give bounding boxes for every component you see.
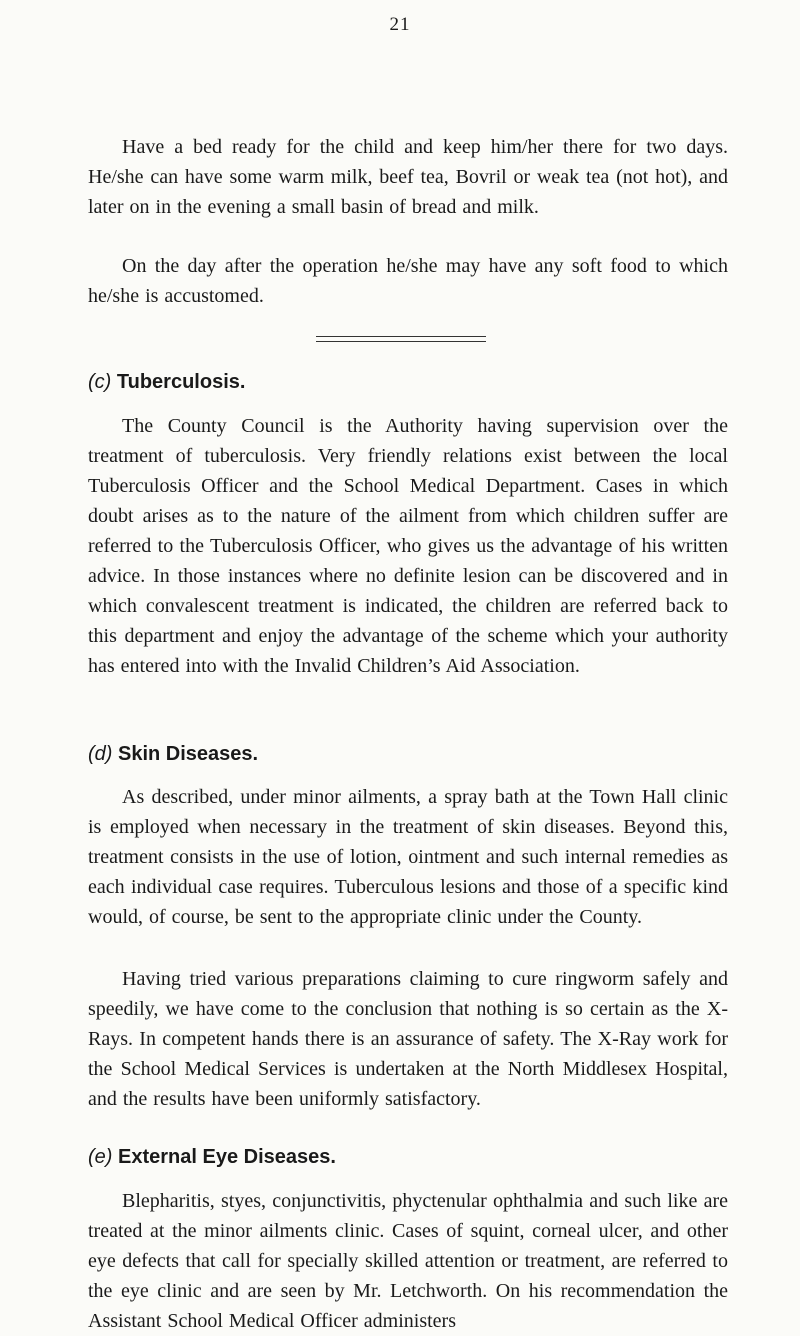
page-number: 21 (389, 14, 411, 35)
section-divider (316, 336, 486, 342)
intro-paragraph-1: Have a bed ready for the child and keep him/her there for two days. He/she can have some warm milk, beef tea, Bovril or weak tea (not hot), and later on in the evening a small basin of bread and milk. (88, 136, 728, 218)
section-letter: (c) (88, 371, 112, 393)
section-heading-tuberculosis (88, 368, 245, 396)
tuberculosis-paragraph: The County Council is the Authority having supervision over the treatment of tuberculosis. Very friendly relations exist between the local Tuberculosis Officer and the School Medical Department. Cases in which doubt arises as to the nature of the ailment from which children suffer are referred to the Tuberculosis Officer, who gives us the advantage of his written advice. In those instances where no definite lesion can be discovered and in which convalescent treatment is indicated, the children are referred back to this department and enjoy the advantage of the scheme which your authority has entered into with the Invalid Children’s Aid Association. (88, 415, 728, 677)
section-title: Tuberculosis. (116, 371, 246, 393)
section-title: External Eye Diseases. (118, 1146, 336, 1168)
section-letter: (d) (88, 743, 113, 765)
intro-paragraph-2: On the day after the operation he/she may have any soft food to which he/she is accustomed. (88, 255, 728, 307)
section-heading-external-eye-diseases (88, 1143, 336, 1171)
section-title: Skin Diseases. (118, 743, 259, 765)
skin-diseases-paragraph-1: As described, under minor ailments, a spray bath at the Town Hall clinic is employed when necessary in the treatment of skin diseases. Beyond this, treatment consists in the use of lotion, ointment and such internal remedies as each individual case requires. Tuberculous lesions and those of a specific kind would, of course, be sent to the appropriate clinic under the County. (88, 786, 728, 928)
section-letter: (e) (88, 1146, 113, 1168)
external-eye-diseases-paragraph: Blepharitis, styes, conjunctivitis, phyctenular ophthalmia and such like are treated at the minor ailments clinic. Cases of squint, corneal ulcer, and other eye defects that call for specially skilled attention or treatment, are referred to the eye clinic and are seen by Mr. Letchworth. On his recommendation the Assistant School Medical Officer administers (88, 1190, 728, 1332)
section-heading-skin-diseases (88, 740, 258, 768)
skin-diseases-paragraph-2: Having tried various preparations claiming to cure ringworm safely and speedily, we have come to the conclusion that nothing is so certain as the X-Rays. In competent hands there is an assurance of safety. The X-Ray work for the School Medical Services is undertaken at the North Middlesex Hospital, and the results have been uniformly satisfactory. (88, 968, 728, 1110)
